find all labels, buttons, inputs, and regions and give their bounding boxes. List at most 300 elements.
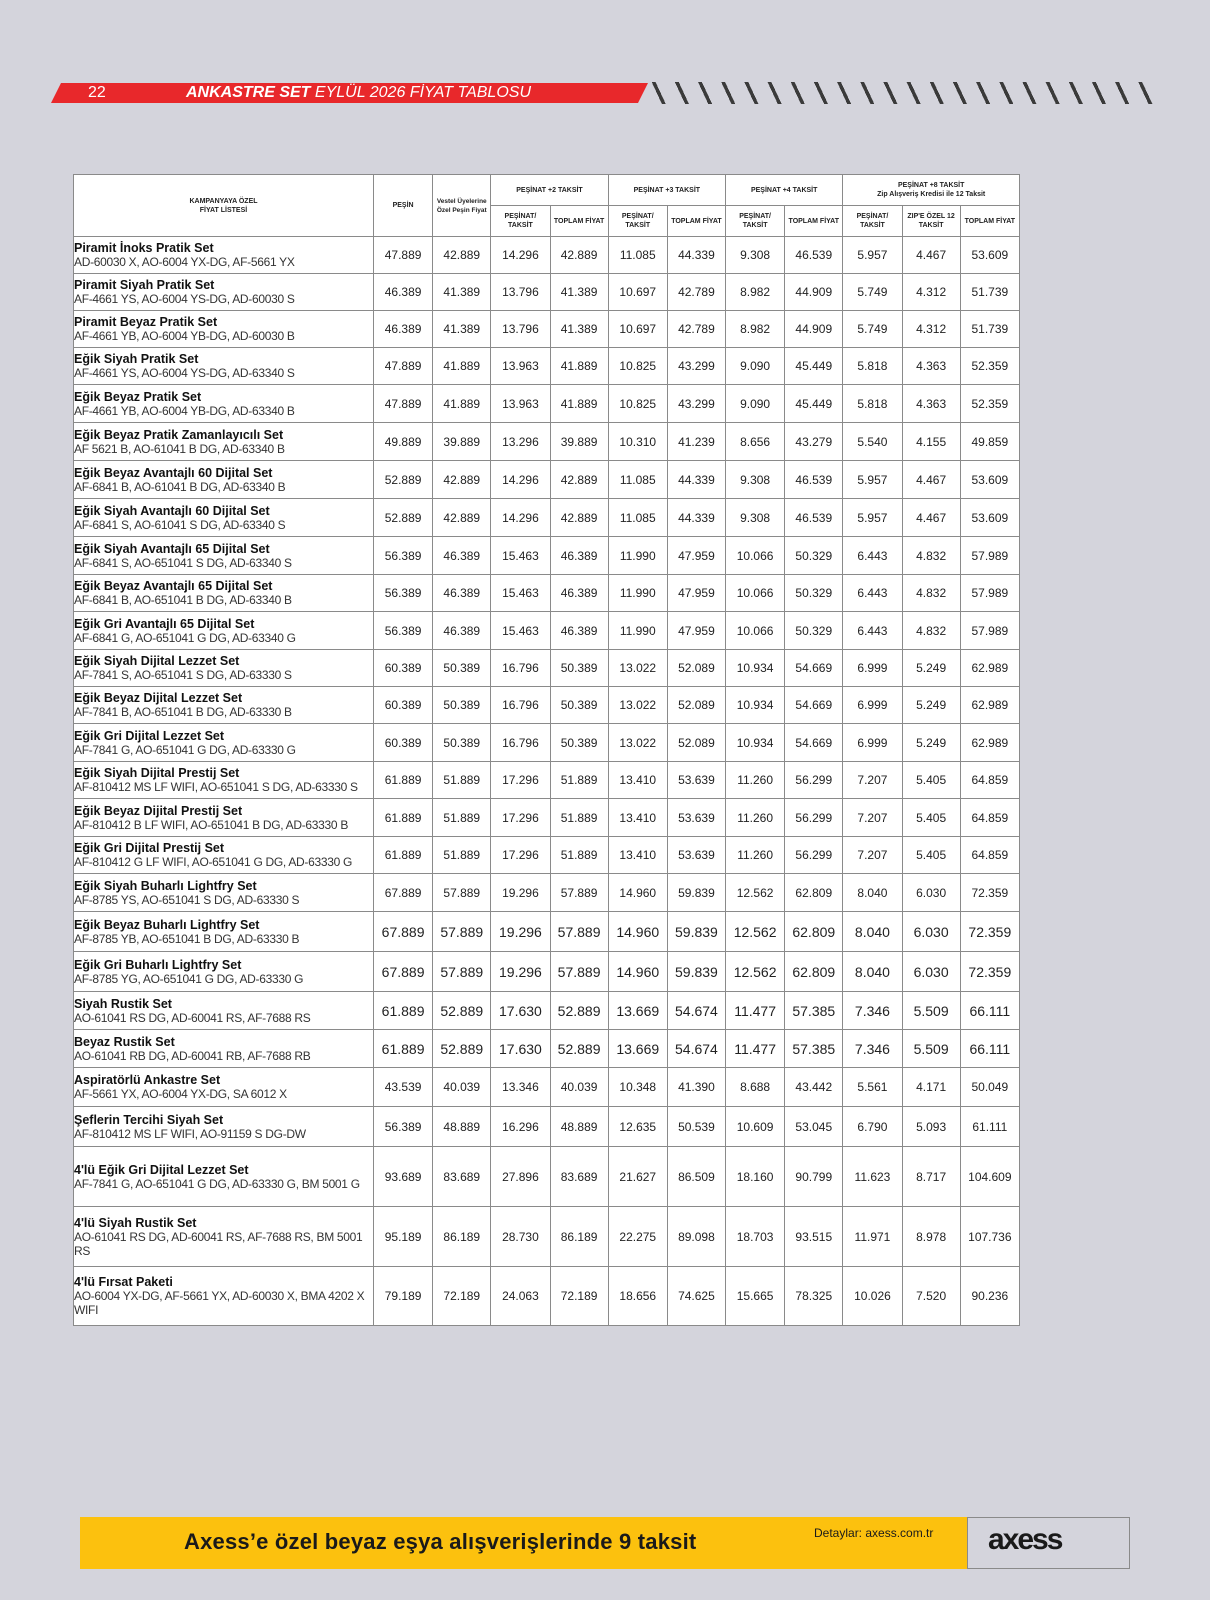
price-cell: 13.346 [491, 1068, 550, 1107]
price-cell: 13.796 [491, 274, 550, 311]
price-cell: 46.389 [374, 274, 433, 311]
price-cell: 46.389 [550, 537, 608, 575]
table-row [74, 837, 1020, 874]
price-cell: 10.825 [608, 385, 667, 423]
sub-pesinat: PEŞİNAT/ TAKSİT [726, 206, 785, 237]
price-cell: 57.989 [960, 537, 1019, 575]
price-cell: 5.509 [902, 1030, 960, 1068]
product-codes: AF-4661 YB, AO-6004 YB-DG, AD-60030 B [74, 329, 295, 343]
price-cell: 59.839 [667, 912, 725, 952]
price-cell: 93.689 [374, 1147, 433, 1207]
price-cell: 6.790 [843, 1107, 902, 1147]
product-name: Piramit Beyaz Pratik Set [74, 315, 218, 329]
price-cell: 59.839 [667, 952, 725, 992]
price-cell: 13.410 [608, 762, 667, 799]
price-cell: 10.697 [608, 274, 667, 311]
table-row [74, 423, 1020, 461]
price-cell: 4.467 [902, 461, 960, 499]
price-cell: 11.260 [726, 799, 785, 837]
price-cell: 61.889 [374, 762, 433, 799]
brand-line-2: FİYAT LİSTESİ [199, 206, 248, 214]
price-cell: 56.389 [374, 575, 433, 612]
table-row [74, 1147, 1020, 1207]
price-cell: 54.669 [785, 687, 843, 724]
price-cell: 48.889 [433, 1107, 491, 1147]
price-cell: 62.809 [785, 952, 843, 992]
product-codes: AF-810412 MS LF WIFI, AO-91159 S DG-DW [74, 1126, 306, 1141]
price-cell: 50.389 [433, 687, 491, 724]
product-name: Eğik Beyaz Avantajlı 65 Dijital Set [74, 579, 273, 593]
price-cell: 14.960 [608, 874, 667, 912]
price-cell: 39.889 [433, 423, 491, 461]
price-cell: 42.889 [550, 237, 608, 274]
price-cell: 62.989 [960, 724, 1019, 762]
price-cell: 13.022 [608, 687, 667, 724]
product-cell [74, 423, 374, 461]
sub-pesinat: PEŞİNAT/ TAKSİT [608, 206, 667, 237]
price-cell: 52.089 [667, 724, 725, 762]
price-cell: 5.405 [902, 837, 960, 874]
price-cell: 10.026 [843, 1267, 902, 1326]
product-name: Eğik Siyah Avantajlı 65 Dijital Set [74, 541, 270, 556]
col-vestel: Vestel Üyelerine Özel Peşin Fiyat [433, 175, 491, 237]
price-cell: 66.111 [960, 992, 1019, 1030]
price-cell: 52.889 [433, 992, 491, 1030]
product-codes: AF-8785 YG, AO-651041 G DG, AD-63330 G [74, 971, 304, 986]
price-cell: 4.155 [902, 423, 960, 461]
table-row [74, 952, 1020, 992]
table-body [74, 237, 1020, 1326]
price-cell: 6.443 [843, 575, 902, 612]
price-cell: 5.249 [902, 724, 960, 762]
price-cell: 83.689 [550, 1147, 608, 1207]
product-codes: AF-7841 G, AO-651041 G DG, AD-63330 G, BM 5001 G [74, 1176, 360, 1191]
price-cell: 51.889 [433, 837, 491, 874]
price-cell: 5.405 [902, 799, 960, 837]
product-cell [74, 1207, 374, 1267]
price-cell: 18.703 [726, 1207, 785, 1267]
group-4-taksit: PEŞİNAT +4 TAKSİT [726, 175, 843, 206]
table-row [74, 1267, 1020, 1326]
group-8-taksit [843, 175, 1020, 206]
price-cell: 72.359 [960, 952, 1019, 992]
price-cell: 10.066 [726, 537, 785, 575]
price-cell: 8.978 [902, 1207, 960, 1267]
price-cell: 62.989 [960, 650, 1019, 687]
price-cell: 90.799 [785, 1147, 843, 1207]
price-cell: 4.467 [902, 499, 960, 537]
product-name: Eğik Siyah Dijital Prestij Set [74, 766, 240, 780]
product-cell [74, 612, 374, 650]
group-2-taksit: PEŞİNAT +2 TAKSİT [491, 175, 608, 206]
table-row [74, 762, 1020, 799]
product-cell [74, 799, 374, 837]
price-cell: 45.449 [785, 385, 843, 423]
product-codes: AF-4661 YS, AO-6004 YS-DG, AD-60030 S [74, 292, 295, 306]
price-cell: 40.039 [433, 1068, 491, 1107]
price-cell: 56.389 [374, 1107, 433, 1147]
table-row [74, 874, 1020, 912]
price-cell: 5.249 [902, 687, 960, 724]
price-cell: 17.630 [491, 992, 550, 1030]
price-cell: 8.982 [726, 274, 785, 311]
product-codes: AF-4661 YB, AO-6004 YB-DG, AD-63340 B [74, 403, 295, 418]
price-cell: 15.463 [491, 537, 550, 575]
price-cell: 44.909 [785, 274, 843, 311]
product-cell [74, 1107, 374, 1147]
price-cell: 54.674 [667, 992, 725, 1030]
price-cell: 13.796 [491, 311, 550, 348]
product-name: Eğik Beyaz Dijital Prestij Set [74, 803, 243, 818]
table-row [74, 311, 1020, 348]
price-cell: 17.630 [491, 1030, 550, 1068]
price-cell: 57.889 [433, 952, 491, 992]
price-cell: 52.089 [667, 650, 725, 687]
price-cell: 61.889 [374, 837, 433, 874]
price-cell: 42.789 [667, 274, 725, 311]
price-cell: 62.989 [960, 687, 1019, 724]
product-codes: AD-60030 X, AO-6004 YX-DG, AF-5661 YX [74, 255, 295, 269]
price-cell: 8.688 [726, 1068, 785, 1107]
price-cell: 52.889 [550, 992, 608, 1030]
price-cell: 4.171 [902, 1068, 960, 1107]
product-cell [74, 912, 374, 952]
table-brand-heading [74, 175, 374, 237]
table-row [74, 537, 1020, 575]
price-cell: 50.389 [433, 724, 491, 762]
product-cell [74, 385, 374, 423]
table-row [74, 799, 1020, 837]
price-cell: 8.040 [843, 952, 902, 992]
price-cell: 11.085 [608, 237, 667, 274]
promo-detail: Detaylar: axess.com.tr [814, 1526, 934, 1540]
price-cell: 12.562 [726, 874, 785, 912]
price-cell: 15.463 [491, 575, 550, 612]
product-codes: AF-810412 B LF WIFI, AO-651041 B DG, AD-63330 B [74, 817, 349, 832]
price-cell: 4.312 [902, 311, 960, 348]
price-cell: 4.832 [902, 537, 960, 575]
price-cell: 74.625 [667, 1267, 725, 1326]
price-cell: 89.098 [667, 1207, 725, 1267]
price-cell: 52.889 [374, 461, 433, 499]
price-cell: 56.389 [374, 537, 433, 575]
price-cell: 54.674 [667, 1030, 725, 1068]
price-cell: 10.066 [726, 575, 785, 612]
price-cell: 4.363 [902, 385, 960, 423]
table-row [74, 724, 1020, 762]
price-cell: 44.339 [667, 461, 725, 499]
price-cell: 83.689 [433, 1147, 491, 1207]
price-cell: 19.296 [491, 874, 550, 912]
price-cell: 11.990 [608, 575, 667, 612]
product-cell [74, 348, 374, 385]
price-cell: 18.656 [608, 1267, 667, 1326]
price-cell: 46.539 [785, 461, 843, 499]
axess-logo: axess [988, 1523, 1062, 1556]
product-name: Şeflerin Tercihi Siyah Set [74, 1112, 224, 1127]
price-cell: 7.520 [902, 1267, 960, 1326]
price-cell: 41.889 [433, 385, 491, 423]
price-cell: 57.889 [550, 874, 608, 912]
price-cell: 14.296 [491, 499, 550, 537]
product-cell [74, 1267, 374, 1326]
price-cell: 28.730 [491, 1207, 550, 1267]
price-cell: 42.889 [550, 499, 608, 537]
price-cell: 5.093 [902, 1107, 960, 1147]
price-cell: 72.359 [960, 874, 1019, 912]
price-cell: 5.957 [843, 237, 902, 274]
product-codes: AO-6004 YX-DG, AF-5661 YX, AD-60030 X, BMA 4202 X WIFI [74, 1289, 365, 1317]
sub-pesinat: PEŞİNAT/ TAKSİT [491, 206, 550, 237]
product-cell [74, 499, 374, 537]
product-codes: AF-7841 B, AO-651041 B DG, AD-63330 B [74, 705, 292, 719]
product-name: Eğik Gri Buharlı Lightfry Set [74, 957, 242, 972]
price-cell: 7.207 [843, 762, 902, 799]
price-cell: 41.889 [550, 385, 608, 423]
table-row [74, 461, 1020, 499]
price-cell: 47.959 [667, 575, 725, 612]
price-cell: 11.085 [608, 499, 667, 537]
price-cell: 27.896 [491, 1147, 550, 1207]
price-cell: 42.789 [667, 311, 725, 348]
price-cell: 16.796 [491, 687, 550, 724]
price-cell: 46.389 [433, 612, 491, 650]
product-codes: AF-6841 B, AO-61041 B DG, AD-63340 B [74, 479, 286, 494]
product-cell [74, 537, 374, 575]
price-cell: 14.296 [491, 461, 550, 499]
price-cell: 4.832 [902, 612, 960, 650]
product-codes: AF-8785 YS, AO-651041 S DG, AD-63330 S [74, 892, 300, 907]
price-cell: 8.717 [902, 1147, 960, 1207]
price-cell: 5.540 [843, 423, 902, 461]
price-cell: 52.359 [960, 348, 1019, 385]
product-name: Eğik Beyaz Buharlı Lightfry Set [74, 917, 260, 932]
product-name: Eğik Gri Avantajlı 65 Dijital Set [74, 616, 255, 631]
price-cell: 43.539 [374, 1068, 433, 1107]
price-cell: 61.889 [374, 992, 433, 1030]
price-cell: 6.030 [902, 874, 960, 912]
group-8-line-2: Zip Alışveriş Kredisi ile 12 Taksit [877, 191, 986, 198]
product-codes: AF 5621 B, AO-61041 B DG, AD-63340 B [74, 441, 285, 456]
price-cell: 47.889 [374, 385, 433, 423]
sub-zip: ZIP'E ÖZEL 12 TAKSİT [902, 206, 960, 237]
product-codes: AF-5661 YX, AO-6004 YX-DG, SA 6012 X [74, 1087, 287, 1101]
product-cell [74, 837, 374, 874]
product-codes: AF-7841 G, AO-651041 G DG, AD-63330 G [74, 742, 296, 757]
price-cell: 9.308 [726, 499, 785, 537]
product-cell [74, 1147, 374, 1207]
price-cell: 5.957 [843, 499, 902, 537]
price-cell: 51.889 [550, 762, 608, 799]
price-cell: 46.389 [433, 537, 491, 575]
price-cell: 14.960 [608, 952, 667, 992]
price-cell: 11.477 [726, 1030, 785, 1068]
price-cell: 17.296 [491, 837, 550, 874]
price-cell: 13.410 [608, 837, 667, 874]
price-cell: 21.627 [608, 1147, 667, 1207]
table-row [74, 1068, 1020, 1107]
price-cell: 93.515 [785, 1207, 843, 1267]
product-name: 4'lü Fırsat Paketi [74, 1275, 173, 1289]
price-cell: 47.889 [374, 348, 433, 385]
product-name: Eğik Beyaz Avantajlı 60 Dijital Set [74, 465, 273, 480]
price-cell: 41.389 [550, 311, 608, 348]
price-cell: 53.639 [667, 799, 725, 837]
table-row [74, 612, 1020, 650]
sub-toplam: TOPLAM FİYAT [960, 206, 1019, 237]
price-cell: 13.410 [608, 799, 667, 837]
price-cell: 41.389 [433, 274, 491, 311]
price-cell: 13.296 [491, 423, 550, 461]
price-cell: 11.260 [726, 762, 785, 799]
price-cell: 50.049 [960, 1068, 1019, 1107]
price-cell: 43.299 [667, 385, 725, 423]
price-cell: 10.609 [726, 1107, 785, 1147]
product-name: 4'lü Eğik Gri Dijital Lezzet Set [74, 1162, 249, 1177]
price-cell: 9.090 [726, 348, 785, 385]
price-cell: 79.189 [374, 1267, 433, 1326]
price-cell: 11.990 [608, 612, 667, 650]
price-cell: 50.329 [785, 575, 843, 612]
price-cell: 47.889 [374, 237, 433, 274]
price-cell: 42.889 [433, 237, 491, 274]
price-cell: 67.889 [374, 912, 433, 952]
price-cell: 72.189 [433, 1267, 491, 1326]
price-cell: 57.989 [960, 612, 1019, 650]
price-cell: 64.859 [960, 799, 1019, 837]
product-codes: AO-61041 RB DG, AD-60041 RB, AF-7688 RB [74, 1048, 311, 1063]
price-cell: 47.959 [667, 612, 725, 650]
price-cell: 5.818 [843, 385, 902, 423]
price-cell: 10.697 [608, 311, 667, 348]
product-cell [74, 992, 374, 1030]
page-title-bold: ANKASTRE SET [186, 84, 311, 101]
price-cell: 60.389 [374, 650, 433, 687]
product-cell [74, 874, 374, 912]
product-cell [74, 687, 374, 724]
price-cell: 10.310 [608, 423, 667, 461]
price-cell: 15.463 [491, 612, 550, 650]
price-cell: 86.189 [433, 1207, 491, 1267]
price-cell: 57.385 [785, 1030, 843, 1068]
product-name: Eğik Siyah Dijital Lezzet Set [74, 654, 240, 668]
product-cell [74, 311, 374, 348]
price-cell: 45.449 [785, 348, 843, 385]
col-pesin: PEŞİN [374, 175, 433, 237]
product-name: Beyaz Rustik Set [74, 1034, 175, 1049]
product-name: Piramit Siyah Pratik Set [74, 278, 215, 292]
price-cell: 48.889 [550, 1107, 608, 1147]
price-cell: 51.739 [960, 274, 1019, 311]
price-cell: 6.030 [902, 912, 960, 952]
price-cell: 51.889 [550, 837, 608, 874]
group-8-line-1: PEŞİNAT +8 TAKSİT [897, 182, 965, 189]
price-cell: 6.999 [843, 724, 902, 762]
product-cell [74, 762, 374, 799]
price-cell: 8.040 [843, 874, 902, 912]
price-cell: 46.389 [374, 311, 433, 348]
price-cell: 14.960 [608, 912, 667, 952]
price-cell: 41.389 [433, 311, 491, 348]
table-row [74, 1030, 1020, 1068]
price-cell: 62.809 [785, 874, 843, 912]
price-cell: 4.832 [902, 575, 960, 612]
price-cell: 13.963 [491, 385, 550, 423]
product-codes: AF-810412 MS LF WIFI, AO-651041 S DG, AD-63330 S [74, 780, 358, 794]
price-cell: 51.889 [433, 799, 491, 837]
price-cell: 78.325 [785, 1267, 843, 1326]
price-cell: 18.160 [726, 1147, 785, 1207]
price-cell: 19.296 [491, 952, 550, 992]
price-cell: 13.022 [608, 650, 667, 687]
price-cell: 51.889 [433, 762, 491, 799]
table-row [74, 1107, 1020, 1147]
price-cell: 10.066 [726, 612, 785, 650]
price-cell: 44.339 [667, 237, 725, 274]
product-cell [74, 237, 374, 274]
price-cell: 50.389 [550, 650, 608, 687]
price-cell: 5.561 [843, 1068, 902, 1107]
price-cell: 47.959 [667, 537, 725, 575]
product-name: Eğik Siyah Avantajlı 60 Dijital Set [74, 503, 270, 518]
price-cell: 16.296 [491, 1107, 550, 1147]
price-cell: 5.509 [902, 992, 960, 1030]
table-row [74, 687, 1020, 724]
price-cell: 86.189 [550, 1207, 608, 1267]
price-cell: 15.665 [726, 1267, 785, 1326]
price-cell: 64.859 [960, 762, 1019, 799]
price-cell: 11.477 [726, 992, 785, 1030]
price-cell: 41.889 [550, 348, 608, 385]
price-cell: 19.296 [491, 912, 550, 952]
price-cell: 17.296 [491, 762, 550, 799]
product-name: Eğik Gri Dijital Lezzet Set [74, 728, 225, 743]
price-cell: 62.809 [785, 912, 843, 952]
price-cell: 59.839 [667, 874, 725, 912]
price-cell: 61.889 [374, 1030, 433, 1068]
price-cell: 9.308 [726, 237, 785, 274]
price-cell: 5.749 [843, 311, 902, 348]
price-cell: 95.189 [374, 1207, 433, 1267]
product-codes: AO-61041 RS DG, AD-60041 RS, AF-7688 RS [74, 1010, 311, 1025]
product-codes: AF-4661 YS, AO-6004 YS-DG, AD-63340 S [74, 366, 295, 380]
price-cell: 104.609 [960, 1147, 1019, 1207]
price-cell: 9.308 [726, 461, 785, 499]
price-cell: 42.889 [550, 461, 608, 499]
price-cell: 6.443 [843, 612, 902, 650]
price-cell: 8.982 [726, 311, 785, 348]
price-cell: 11.971 [843, 1207, 902, 1267]
sub-pesinat: PEŞİNAT/ TAKSİT [843, 206, 902, 237]
price-cell: 41.389 [550, 274, 608, 311]
price-cell: 6.030 [902, 952, 960, 992]
sub-toplam: TOPLAM FİYAT [550, 206, 608, 237]
price-cell: 22.275 [608, 1207, 667, 1267]
price-cell: 57.889 [433, 912, 491, 952]
sub-toplam: TOPLAM FİYAT [667, 206, 725, 237]
price-cell: 16.796 [491, 650, 550, 687]
product-codes: AO-61041 RS DG, AD-60041 RS, AF-7688 RS, BM 5001 RS [74, 1229, 363, 1258]
price-cell: 12.562 [726, 912, 785, 952]
price-cell: 11.260 [726, 837, 785, 874]
price-cell: 66.111 [960, 1030, 1019, 1068]
price-cell: 57.889 [433, 874, 491, 912]
price-cell: 5.405 [902, 762, 960, 799]
group-3-taksit: PEŞİNAT +3 TAKSİT [608, 175, 725, 206]
price-cell: 24.063 [491, 1267, 550, 1326]
price-cell: 49.889 [374, 423, 433, 461]
price-cell: 41.889 [433, 348, 491, 385]
